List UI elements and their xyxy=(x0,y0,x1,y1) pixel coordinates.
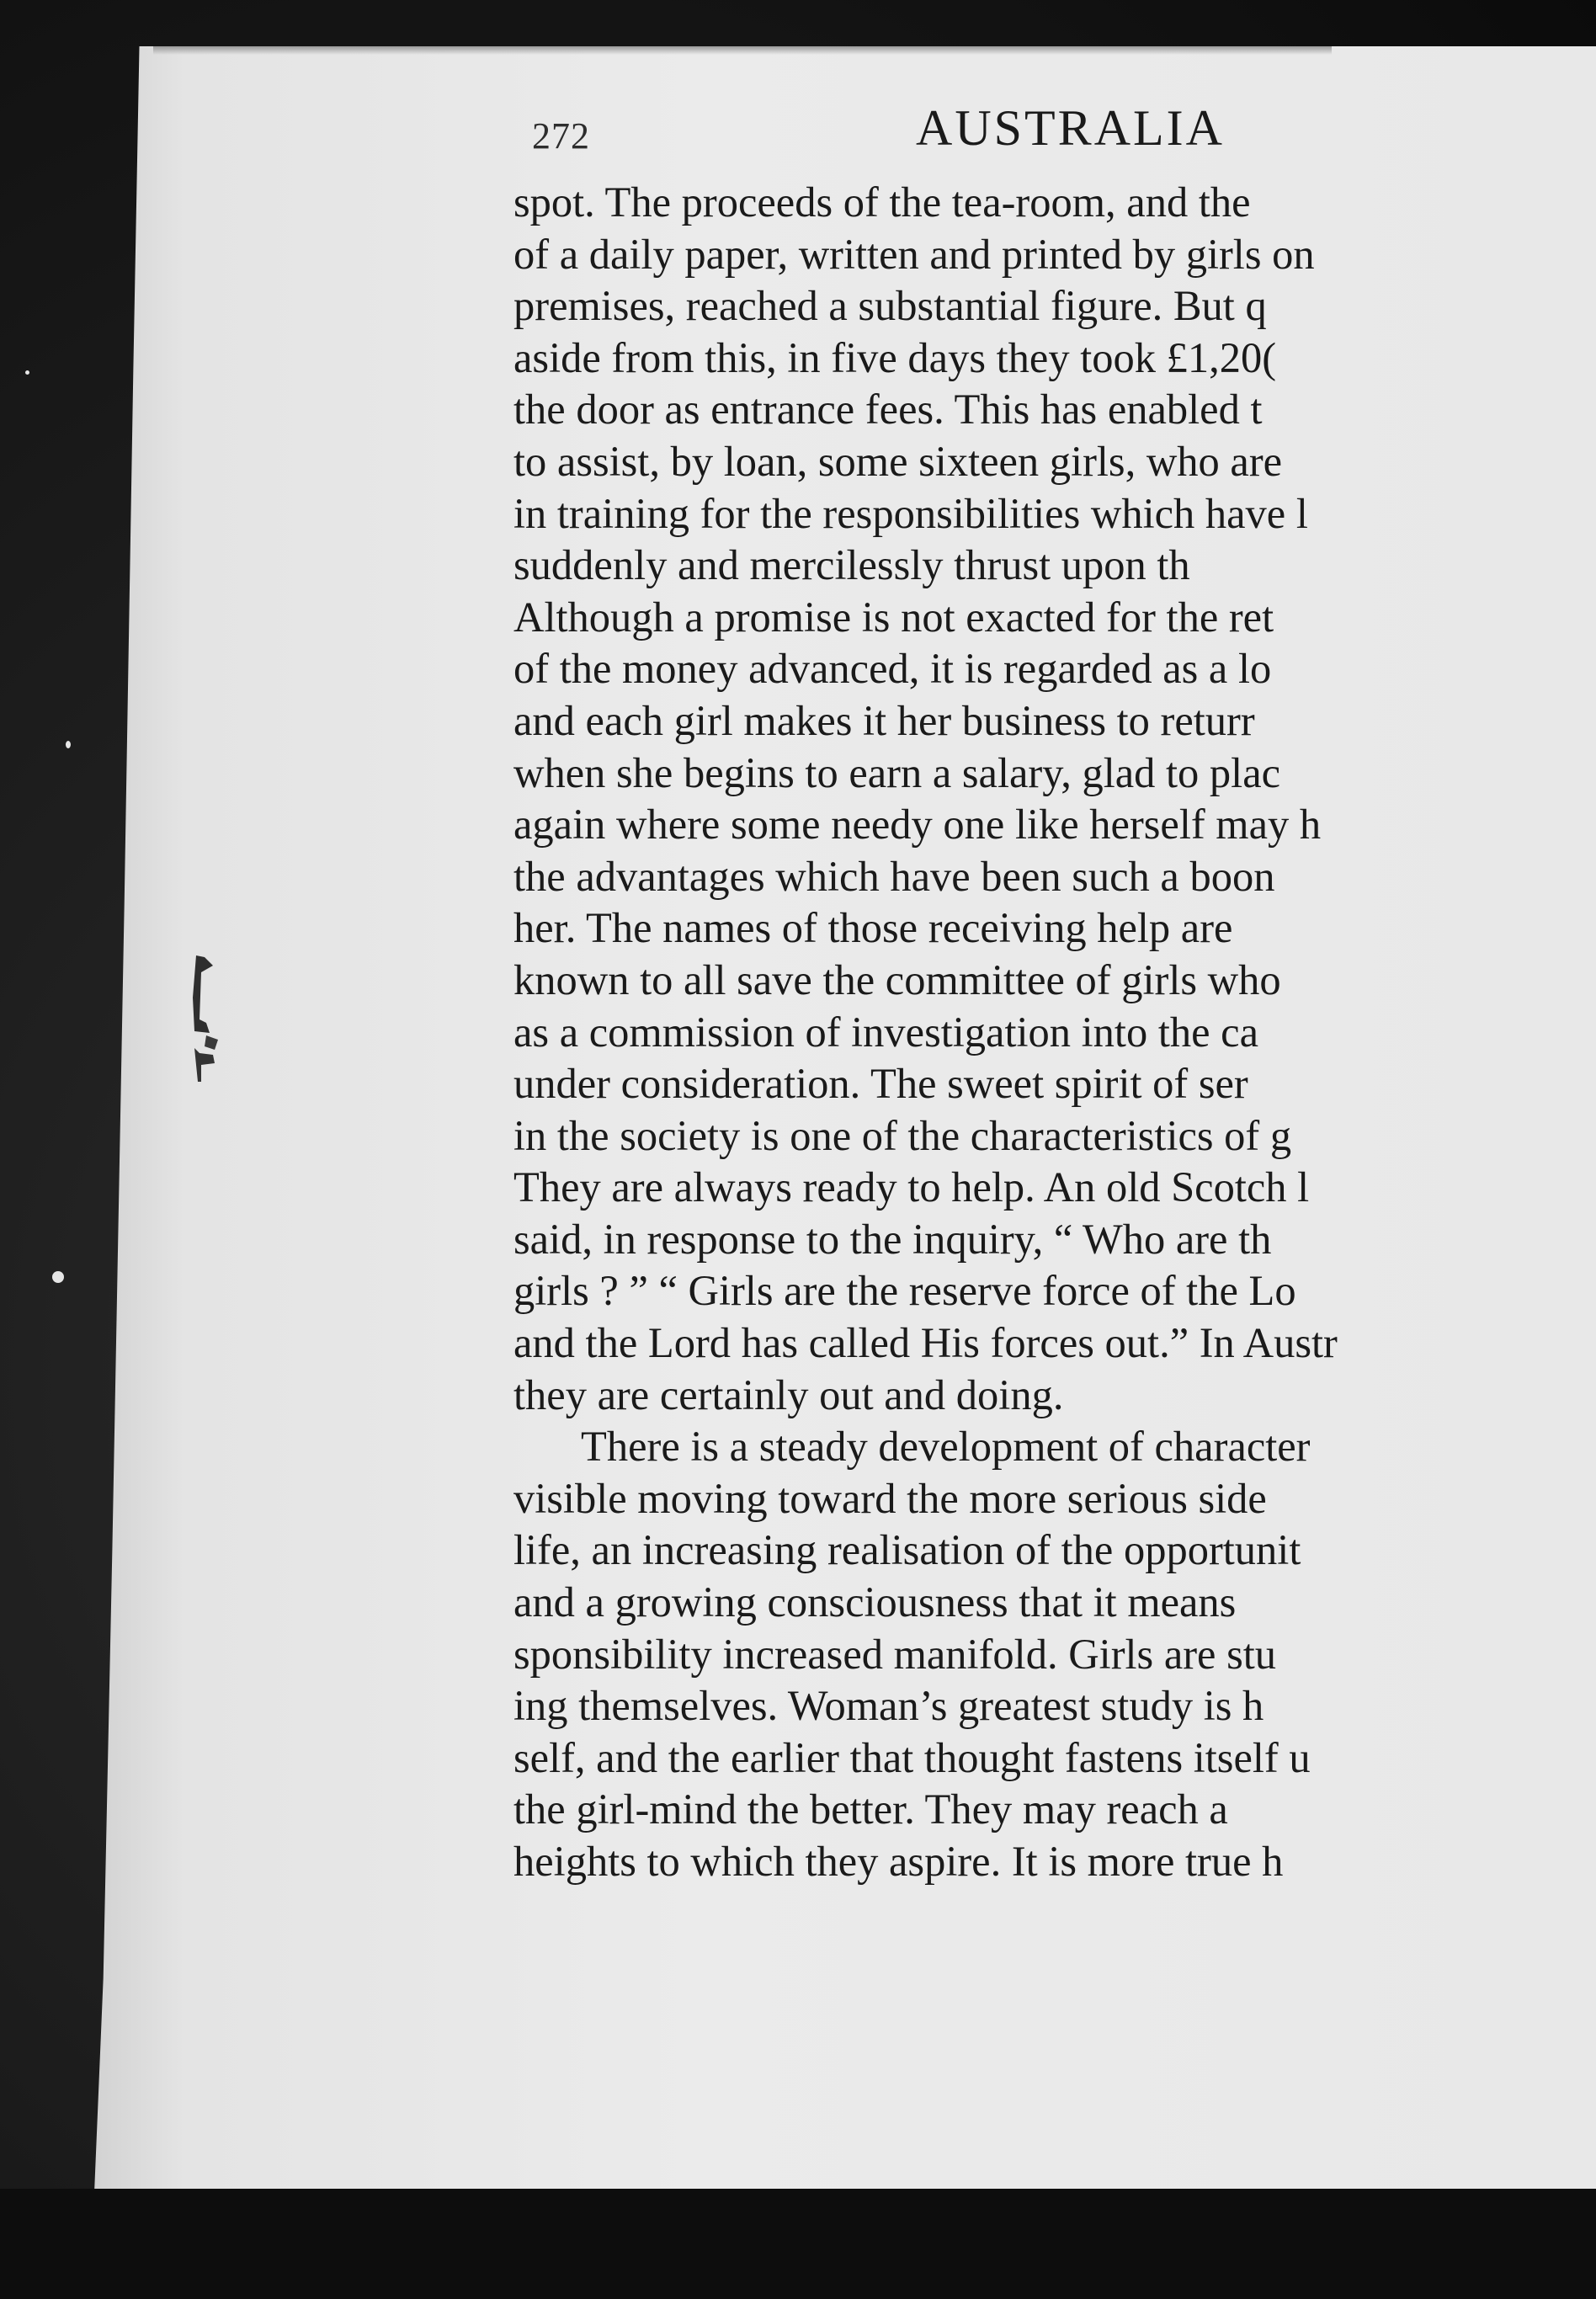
text-line: again where some needy one like herself may h xyxy=(513,801,1322,849)
text-line: the girl-mind the better. They may reach a xyxy=(513,1785,1228,1833)
page-number: 272 xyxy=(532,115,590,157)
running-head xyxy=(532,99,1596,167)
text-line: Although a promise is not exacted for the ret xyxy=(513,593,1274,641)
scan-speck xyxy=(25,370,29,375)
text-line: the advantages which have been such a boon xyxy=(513,852,1275,900)
text-line: aside from this, in five days they took £1,20( xyxy=(513,333,1277,381)
text-line: said, in response to the inquiry, “ Who are th xyxy=(513,1215,1272,1263)
text-line: girls ? ” “ Girls are the reserve force of the Lo xyxy=(513,1267,1296,1315)
text-line: to assist, by loan, some sixteen girls, who are xyxy=(513,437,1283,485)
scan-bottom-shadow xyxy=(0,2189,1596,2299)
body-text xyxy=(513,177,1524,1888)
text-line: and the Lord has called His forces out.” In Austr xyxy=(513,1319,1338,1367)
text-line: and a growing consciousness that it means xyxy=(513,1578,1237,1626)
text-line: premises, reached a substantial figure. But q xyxy=(513,282,1267,330)
text-line: under consideration. The sweet spirit of ser xyxy=(513,1060,1248,1108)
text-line: suddenly and mercilessly thrust upon th xyxy=(513,541,1190,589)
text-line: as a commission of investigation into the ca xyxy=(513,1008,1258,1056)
text-line: they are certainly out and doing. xyxy=(513,1370,1064,1418)
text-line: of the money advanced, it is regarded as a lo xyxy=(513,645,1272,693)
text-line: sponsibility increased manifold. Girls are stu xyxy=(513,1630,1277,1678)
text-line: life, an increasing realisation of the opportunit xyxy=(513,1526,1301,1574)
text-line: in training for the responsibilities which have l xyxy=(513,489,1308,537)
text-line: her. The names of those receiving help are xyxy=(513,904,1233,952)
text-line: There is a steady development of character xyxy=(581,1423,1311,1471)
text-line: ing themselves. Woman’s greatest study is h xyxy=(513,1682,1264,1730)
text-line: of a daily paper, written and printed by girls on xyxy=(513,230,1315,278)
scan-speck xyxy=(66,741,71,748)
text-line: spot. The proceeds of the tea-room, and the xyxy=(513,178,1251,226)
page-top-edge xyxy=(153,46,1332,55)
text-line: when she begins to earn a salary, glad to plac xyxy=(513,748,1281,796)
running-title: AUSTRALIA xyxy=(916,100,1225,156)
text-line: heights to which they aspire. It is more true h xyxy=(513,1838,1284,1885)
text-line: in the society is one of the characteristics of g xyxy=(513,1111,1292,1159)
scan-speck xyxy=(52,1271,64,1283)
text-line: self, and the earlier that thought fastens itself u xyxy=(513,1733,1311,1781)
margin-ink-mark xyxy=(181,939,227,1107)
text-line: known to all save the committee of girls who xyxy=(513,955,1281,1003)
text-line: and each girl makes it her business to returr xyxy=(513,696,1255,744)
text-line: They are always ready to help. An old Scotch l xyxy=(513,1163,1310,1211)
text-line: visible moving toward the more serious side xyxy=(513,1474,1267,1522)
text-line: the door as entrance fees. This has enabled t xyxy=(513,386,1263,434)
